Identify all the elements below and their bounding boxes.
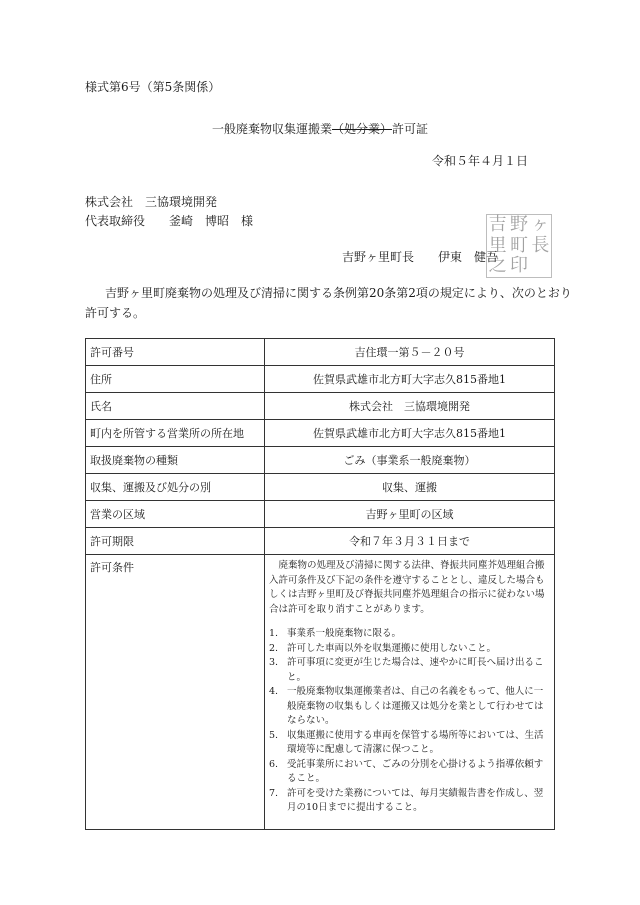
condition-number: 6. [269,758,279,770]
table-row [86,366,555,393]
seal-character: 之 [488,255,507,277]
permit-table [85,338,555,830]
seal-character: 野 [509,214,528,235]
row-label: 営業の区域 [86,501,265,528]
seal-character: 町 [509,234,528,256]
condition-number: 4. [269,686,279,697]
seal-character: 吉 [488,214,507,235]
row-label: 取扱廃棄物の種類 [86,447,265,474]
body-text-line1: 吉野ヶ里町廃棄物の処理及び清掃に関する条例第20条第2項の規定により、次のとおり [105,286,572,300]
row-label: 住所 [86,366,265,393]
conditions-list [269,627,550,816]
row-value: 令和７年３月３１日まで [265,528,555,555]
recipient-company: 株式会社 三協環境開発 [85,195,218,209]
condition-number: 5. [269,729,279,741]
conditions-row [86,555,555,830]
table-row [86,447,555,474]
official-seal [486,214,552,278]
conditions-label: 許可条件 [86,555,265,830]
row-label: 収集、運搬及び処分の別 [86,474,265,501]
condition-item [269,787,550,816]
table-row [86,474,555,501]
seal-character [530,256,551,277]
condition-text: 許可した車両以外を収集運搬に使用しないこと。 [287,642,497,654]
condition-text: 収集運搬に使用する車両を保管する場所等においては、生活環境等に配慮して清潔に保つこと。 [287,729,544,755]
condition-item [269,627,550,642]
table-row [86,339,555,366]
row-value: 吉野ヶ里町の区域 [265,501,555,528]
condition-number: 7. [269,787,279,799]
condition-item [269,642,550,657]
seal-character: 里 [488,234,507,256]
recipient-representative: 代表取締役 釜崎 博昭 様 [85,214,254,228]
condition-text: 事業系一般廃棄物に限る。 [287,628,402,639]
condition-text: 許可を受けた業務については、毎月実績報告書を作成し、翌月の10日までに提出すること。 [287,787,544,813]
row-value: 佐賀県武雄市北方町大字志久815番地1 [265,366,555,393]
row-value: 株式会社 三協環境開発 [265,393,555,420]
row-label: 許可番号 [86,339,265,366]
conditions-intro: 廃棄物の処理及び清掃に関する法律、脊振共同塵芥処理組合搬入許可条件及び下記の条件を遵守することとし、違反した場合もしくは吉野ヶ里町及び脊振共同塵芥処理組合の指示に従わない場合は許可を取り消すことがあります。 [269,560,545,615]
form-number: 様式第6号（第5条関係） [85,80,221,94]
title-suffix: 許可証 [392,122,429,136]
condition-number: 2. [269,642,279,654]
seal-character: ヶ [531,214,550,235]
row-label: 許可期限 [86,528,265,555]
table-row [86,420,555,447]
seal-character: 印 [509,255,528,277]
condition-text: 許可事項に変更が生じた場合は、速やかに町長へ届け出ること。 [287,657,544,683]
row-value: ごみ（事業系一般廃棄物） [265,447,555,474]
issue-date: 令和５年４月１日 [432,154,529,168]
row-label: 氏名 [86,393,265,420]
condition-number: 3. [269,657,279,668]
table-row [86,393,555,420]
condition-item [269,685,550,729]
title-prefix: 一般廃棄物収集運搬業 [211,122,332,136]
issuer-name: 吉野ヶ里町長 伊東 健吾 [342,250,499,264]
seal-character: 長 [531,234,550,256]
condition-text: 受託事業所において、ごみの分別を心掛けるよう指導依頼すること。 [287,758,544,784]
row-value: 佐賀県武雄市北方町大字志久815番地1 [265,420,555,447]
condition-item [269,729,550,758]
row-label: 町内を所管する営業所の所在地 [86,420,265,447]
document-title [0,120,640,137]
condition-number: 1. [269,628,279,639]
table-row [86,501,555,528]
row-value: 収集、運搬 [265,474,555,501]
body-text-line2: 許可する。 [85,306,146,320]
row-value: 吉住環一第５－２０号 [265,339,555,366]
condition-item [269,758,550,787]
condition-text: 一般廃棄物収集運搬業者は、自己の名義をもって、他人に一般廃棄物の収集もしくは運搬又は処分を業として行わせてはならない。 [287,686,544,726]
condition-item [269,656,550,685]
table-row [86,528,555,555]
title-struck-text: （処分業） [331,122,392,136]
conditions-cell [265,555,555,830]
